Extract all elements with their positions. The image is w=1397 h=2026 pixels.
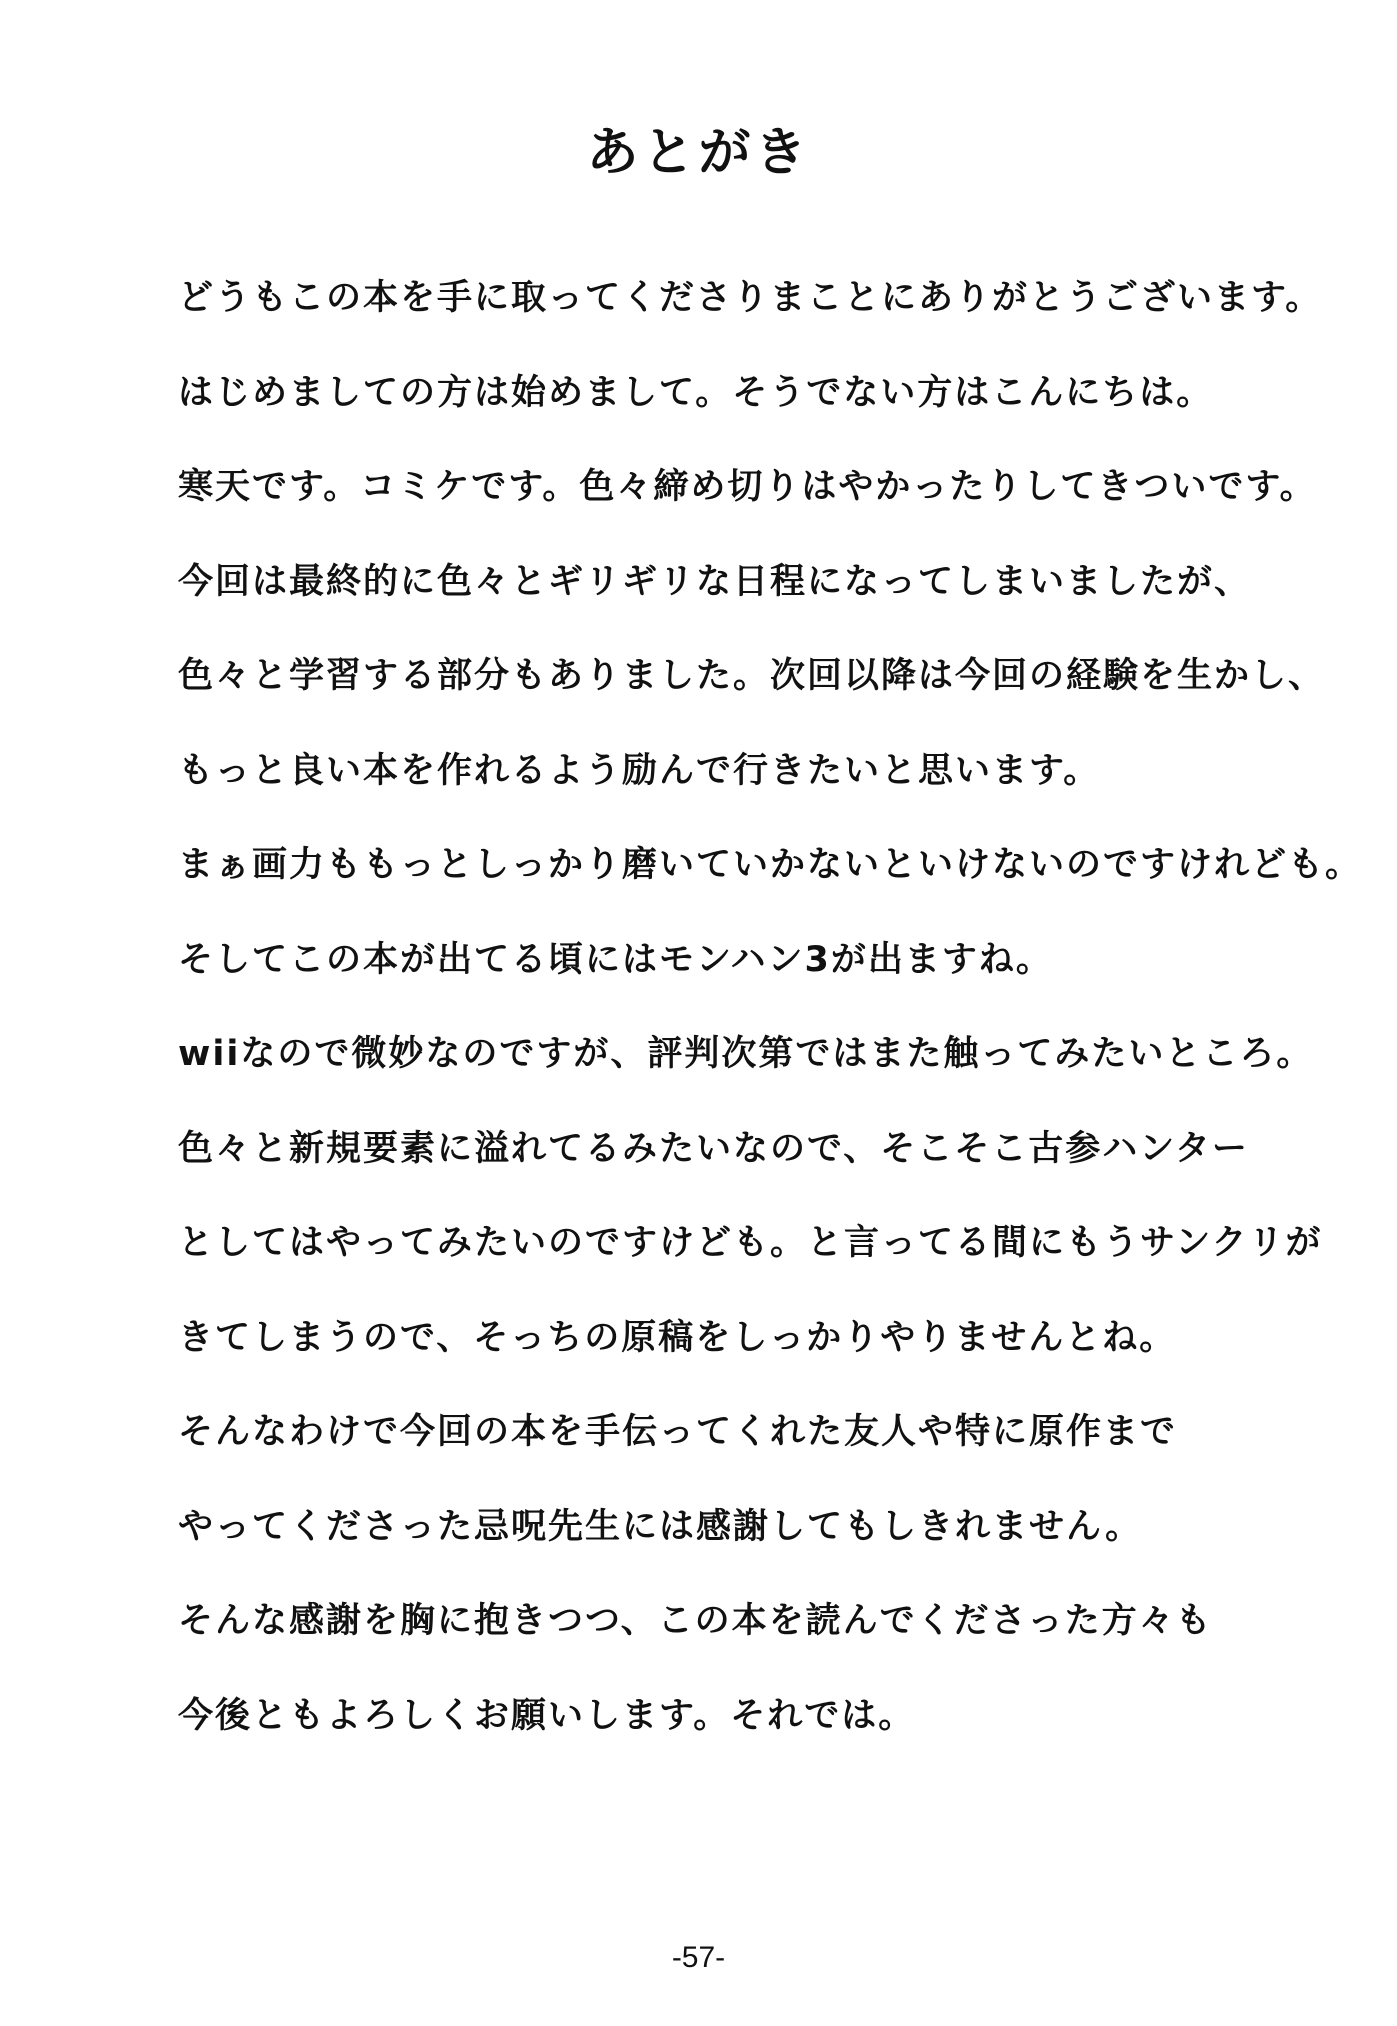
text-line: 色々と学習する部分もありました。次回以降は今回の経験を生かし、 <box>178 656 1326 696</box>
text-line: そしてこの本が出てる頃にはモンハン3が出ますね。 <box>178 939 1053 980</box>
text-line: 寒天です。コミケです。色々締め切りはやかったりしてきついです。 <box>178 467 1317 507</box>
afterword-body <box>178 268 1363 1780</box>
text-line: 今後ともよろしくお願いします。それでは。 <box>178 1695 916 1736</box>
text-line: wiiなので微妙なのですが、評判次第ではまた触ってみたいところ。 <box>178 1034 1314 1074</box>
text-line: やってくださった忌呪先生には感謝してもしきれません。 <box>178 1506 1143 1547</box>
text-line: そんな感謝を胸に抱きつつ、この本を読んでくださった方々も <box>178 1601 1213 1641</box>
text-line: そんなわけで今回の本を手伝ってくれた友人や特に原作まで <box>178 1412 1178 1452</box>
text-line: はじめましての方は始めまして。そうでない方はこんにちは。 <box>178 372 1214 413</box>
text-line: きてしまうので、そっちの原稿をしっかりやりませんとね。 <box>178 1317 1177 1358</box>
page-number: -57- <box>671 1941 726 1974</box>
text-line: 色々と新規要素に溢れてるみたいなので、そこそこ古参ハンター <box>178 1128 1249 1169</box>
text-line: どうもこの本を手に取ってくださりまことにありがとうございます。 <box>178 278 1323 318</box>
page-title: あとがき <box>586 123 811 183</box>
text-line: もっと良い本を作れるよう励んで行きたいと思います。 <box>178 750 1101 791</box>
text-line: 今回は最終的に色々とギリギリな日程になってしまいましたが、 <box>178 561 1252 602</box>
text-line: としてはやってみたいのですけども。と言ってる間にもうサンクリが <box>178 1223 1323 1263</box>
text-line: まぁ画力ももっとしっかり磨いていかないといけないのですけれども。 <box>178 845 1363 885</box>
